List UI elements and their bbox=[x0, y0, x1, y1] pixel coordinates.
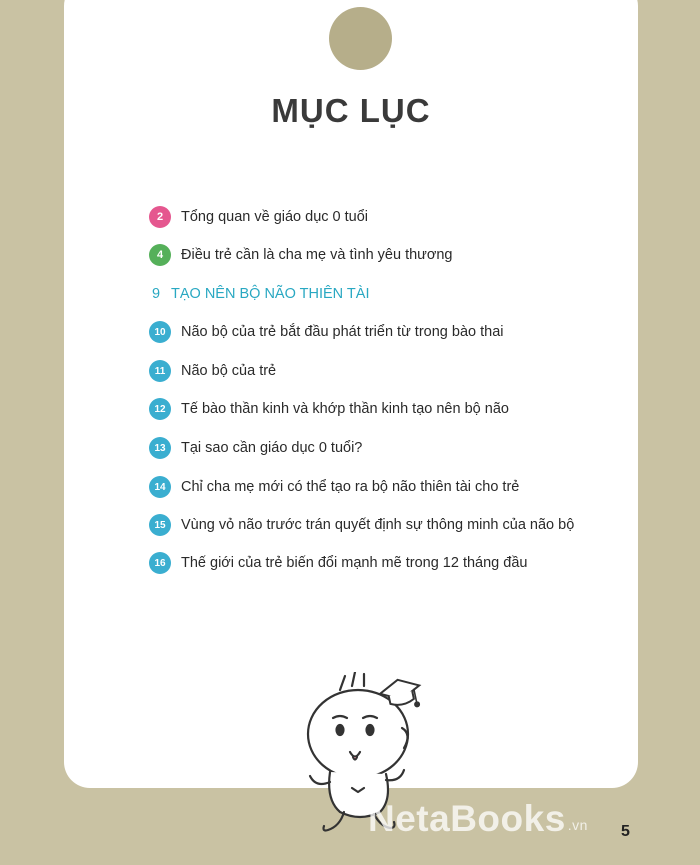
toc-item-label: Chỉ cha mẹ mới có thể tạo ra bộ não thiên tài cho trẻ bbox=[181, 479, 520, 495]
page-number-badge: 15 bbox=[149, 514, 171, 536]
watermark bbox=[368, 798, 588, 840]
page-number-badge: 9 bbox=[151, 286, 161, 302]
page-number-badge: 14 bbox=[149, 476, 171, 498]
toc-item[interactable] bbox=[149, 359, 276, 383]
toc-item-label: Tại sao cần giáo dục 0 tuổi? bbox=[181, 440, 363, 456]
page-number-badge: 13 bbox=[149, 437, 171, 459]
page-title: MỤC LỤC bbox=[271, 92, 431, 129]
page-number-badge: 12 bbox=[149, 398, 171, 420]
page-number-badge: 2 bbox=[149, 206, 171, 228]
toc-item-label: Não bộ của trẻ bắt đầu phát triển từ trong bào thai bbox=[181, 324, 504, 340]
toc-item[interactable] bbox=[149, 513, 574, 537]
toc-item[interactable] bbox=[149, 397, 509, 421]
toc-item[interactable] bbox=[149, 436, 362, 460]
toc-item-label: Não bộ của trẻ bbox=[181, 363, 277, 379]
toc-item[interactable] bbox=[149, 243, 453, 267]
toc-item-label: Điều trẻ cần là cha mẹ và tình yêu thương bbox=[181, 247, 453, 263]
toc-item-label: Vùng vỏ não trước trán quyết định sự thông minh của não bộ bbox=[181, 517, 575, 533]
decorative-circle bbox=[329, 7, 392, 70]
toc-item[interactable] bbox=[149, 475, 519, 499]
page-number-badge: 4 bbox=[149, 244, 171, 266]
toc-item-label: Thế giới của trẻ biến đổi mạnh mẽ trong 12 tháng đầu bbox=[181, 555, 528, 571]
page-number-badge: 10 bbox=[149, 321, 171, 343]
watermark-brand: NetaBooks bbox=[368, 798, 566, 839]
watermark-suffix: .vn bbox=[567, 817, 588, 833]
page-number: 5 bbox=[621, 823, 630, 840]
toc-item-label: Tế bào thần kinh và khớp thần kinh tạo nên bộ não bbox=[181, 401, 509, 417]
page-number-badge: 11 bbox=[149, 360, 171, 382]
toc-item[interactable] bbox=[149, 205, 368, 229]
toc-item[interactable] bbox=[149, 551, 527, 575]
toc-section-heading[interactable] bbox=[149, 282, 369, 306]
toc-item[interactable] bbox=[149, 320, 503, 344]
toc-item-label: Tổng quan về giáo dục 0 tuổi bbox=[181, 209, 369, 225]
toc-item-label: TẠO NÊN BỘ NÃO THIÊN TÀI bbox=[171, 286, 370, 302]
page-number-badge: 16 bbox=[149, 552, 171, 574]
